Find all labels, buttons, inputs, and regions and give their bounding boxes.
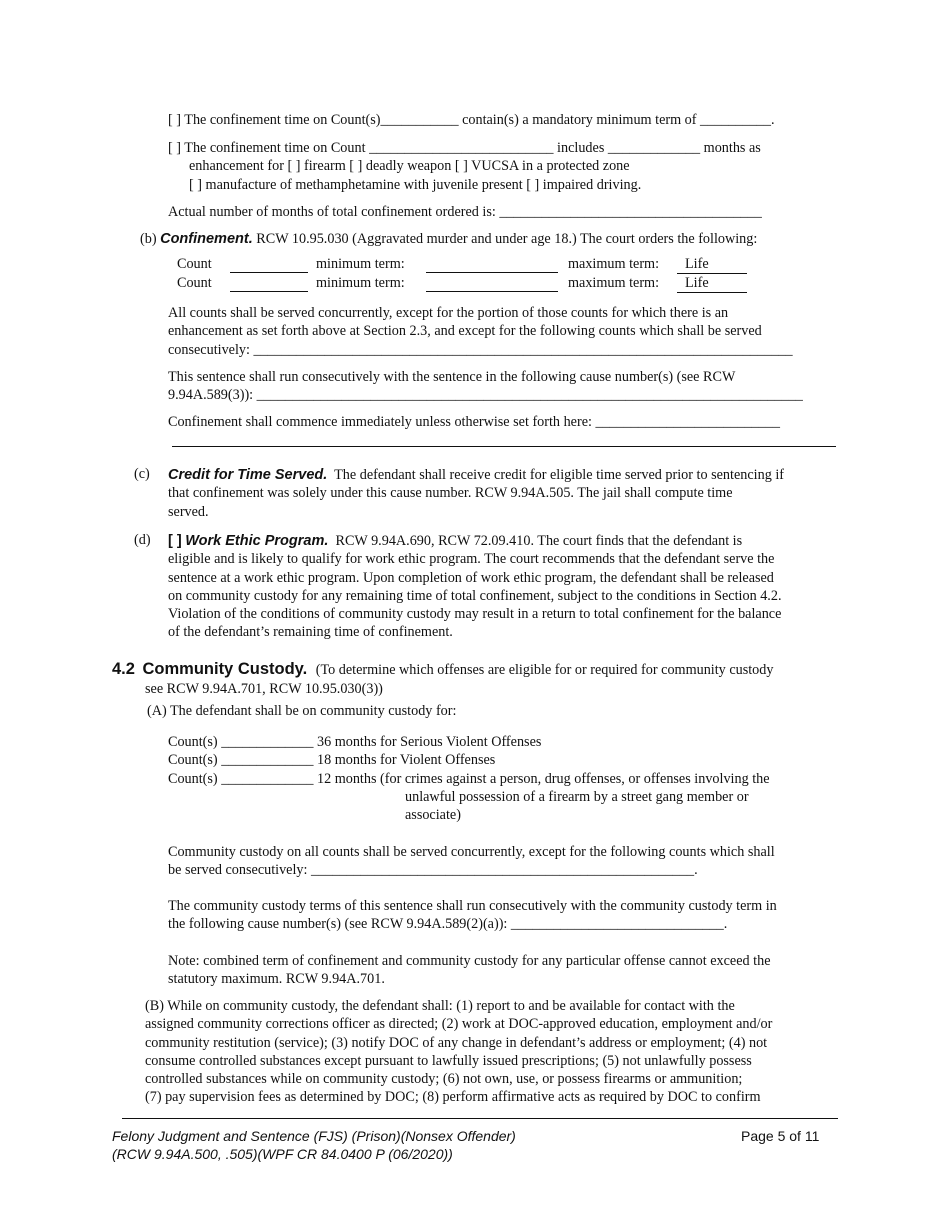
footer-line-1: Felony Judgment and Sentence (FJS) (Prison)(Nonsex Offender) [112,1128,516,1144]
text-line: that confinement was solely under this cause number. RCW 9.94A.505. The jail shall compute time [168,485,733,502]
text-line: The defendant shall receive credit for eligible time served prior to sentencing if [334,467,785,483]
text-line: Community custody on all counts shall be served concurrently, except for the following counts which shall [168,844,775,860]
section-b-header [140,231,757,248]
maximum-term-value: Life [677,275,747,293]
commence-line: Confinement shall commence immediately unless otherwise set forth here: __________________________ [168,414,780,430]
count-label: Count [177,256,212,272]
enhancement-line-2: enhancement for [ ] firearm [ ] deadly weapon [ ] VUCSA in a protected zone [189,158,630,175]
section-4-2-header [112,660,773,679]
enhancement-line-1: [ ] The confinement time on Count __________________________ includes _____________ months as [168,140,761,156]
text-line: RCW 9.94A.690, RCW 72.09.410. The court finds that the defendant is [335,533,743,549]
text-line: All counts shall be served concurrently, except for the portion of those counts for which there is an [168,305,729,321]
custody-count-item: Count(s) _____________ 36 months for Serious Violent Offenses [168,734,542,750]
commence-continuation-blank[interactable] [172,446,836,447]
text-line: eligible and is likely to qualify for work ethic program. The court recommends that the defendant serve the [168,551,775,568]
text-line: 9.94A.589(3)): _____________________________________________________________________________ [168,387,803,404]
text-line: This sentence shall run consecutively with the sentence in the following cause number(s) (see RCW [168,369,736,385]
consecutive-paragraph [168,368,803,405]
count-blank[interactable] [230,291,308,292]
section-c-body [168,466,784,521]
page-number: Page 5 of 11 [741,1128,820,1144]
custody-count-cont: unlawful possession of a firearm by a street gang member or [405,788,749,805]
section-b-text: RCW 10.95.030 (Aggravated murder and under age 18.) The court orders the following: [256,231,758,247]
maximum-term-label: maximum term: [568,256,660,272]
section-b-label: (b) [140,231,157,247]
part-a-intro: (A) The defendant shall be on community custody for: [147,703,457,719]
text-line: consecutively: ____________________________________________________________________________ [168,341,793,358]
text-line: community restitution (service); (3) notify DOC of any change in defendant’s address or employment; (4) not [145,1034,768,1051]
text-line: (B) While on community custody, the defendant shall: (1) report to and be available for contact with the [145,998,735,1014]
mandatory-minimum-line: [ ] The confinement time on Count(s)___________ contain(s) a mandatory minimum term of __________. [168,112,775,128]
text-line: be served consecutively: ______________________________________________________. [168,862,698,879]
text-line: sentence at a work ethic program. Upon completion of work ethic program, the defendant shall be released [168,569,774,586]
section-c-label: (c) [134,466,150,482]
section-b-title: Confinement. [160,231,253,247]
text-line: The community custody terms of this sentence shall run consecutively with the community custody term in [168,898,777,914]
text-line: controlled substances while on community custody; (6) not own, use, or possess firearms or ammunition; [145,1071,743,1088]
footer-rule [122,1118,838,1119]
maximum-term-label: maximum term: [568,275,660,291]
footer-line-2: (RCW 9.94A.500, .505)(WPF CR 84.0400 P (06/2020)) [112,1146,453,1162]
section-title: Community Custody. [142,660,308,678]
text-line: served. [168,503,209,520]
count-label: Count [177,275,212,291]
section-intro: (To determine which offenses are eligible for or required for community custody [315,662,774,678]
part-b-paragraph [145,997,772,1107]
minimum-term-blank[interactable] [426,272,558,273]
section-d-body [168,532,782,642]
section-d-title: Work Ethic Program. [185,533,329,549]
cc-concurrent-paragraph [168,843,775,880]
custody-count-item: Count(s) _____________ 12 months (for crimes against a person, drug offenses, or offenses involving the [168,770,770,787]
text-line: Violation of the conditions of community custody may result in a return to total confinement for the balance [168,606,782,623]
work-ethic-checkbox[interactable]: [ ] [168,533,182,549]
custody-count-item: Count(s) _____________ 18 months for Violent Offenses [168,752,496,769]
cc-consecutive-paragraph [168,897,777,934]
section-intro-cont: see RCW 9.94A.701, RCW 10.95.030(3)) [145,681,383,697]
concurrent-paragraph [168,304,793,359]
section-c-title: Credit for Time Served. [168,467,328,483]
minimum-term-blank[interactable] [426,291,558,292]
text-line: enhancement as set forth above at Section 2.3, and except for the following counts which shall be served [168,323,762,340]
maximum-term-value: Life [677,256,747,274]
count-blank[interactable] [230,272,308,273]
enhancement-block [168,139,761,194]
text-line: the following cause number(s) (see RCW 9.94A.589(2)(a)): ______________________________. [168,916,728,933]
text-line: (7) pay supervision fees as determined by DOC; (8) perform affirmative acts as required by DOC to confirm [145,1089,761,1106]
text-line: Note: combined term of confinement and community custody for any particular offense cannot exceed the [168,953,771,969]
text-line: assigned community corrections officer as directed; (2) work at DOC-approved education, employment and/or [145,1016,773,1033]
custody-count-cont: associate) [405,807,461,824]
section-d-label: (d) [134,532,151,548]
section-number: 4.2 [112,660,135,678]
actual-months-line: Actual number of months of total confinement ordered is: _____________________________________ [168,204,762,220]
text-line: consume controlled substances except pursuant to lawfully issued prescriptions; (5) not unlawfully possess [145,1052,752,1069]
text-line: on community custody for any remaining time of total confinement, subject to the conditions in Section 4.2. [168,587,782,604]
minimum-term-label: minimum term: [316,256,405,272]
custody-counts-list [168,733,770,824]
footer-form-title [112,1127,516,1163]
minimum-term-label: minimum term: [316,275,405,291]
text-line: statutory maximum. RCW 9.94A.701. [168,971,385,988]
text-line: of the defendant’s remaining time of confinement. [168,624,453,641]
note-paragraph [168,952,771,989]
enhancement-line-3: [ ] manufacture of methamphetamine with juvenile present [ ] impaired driving. [189,176,642,193]
